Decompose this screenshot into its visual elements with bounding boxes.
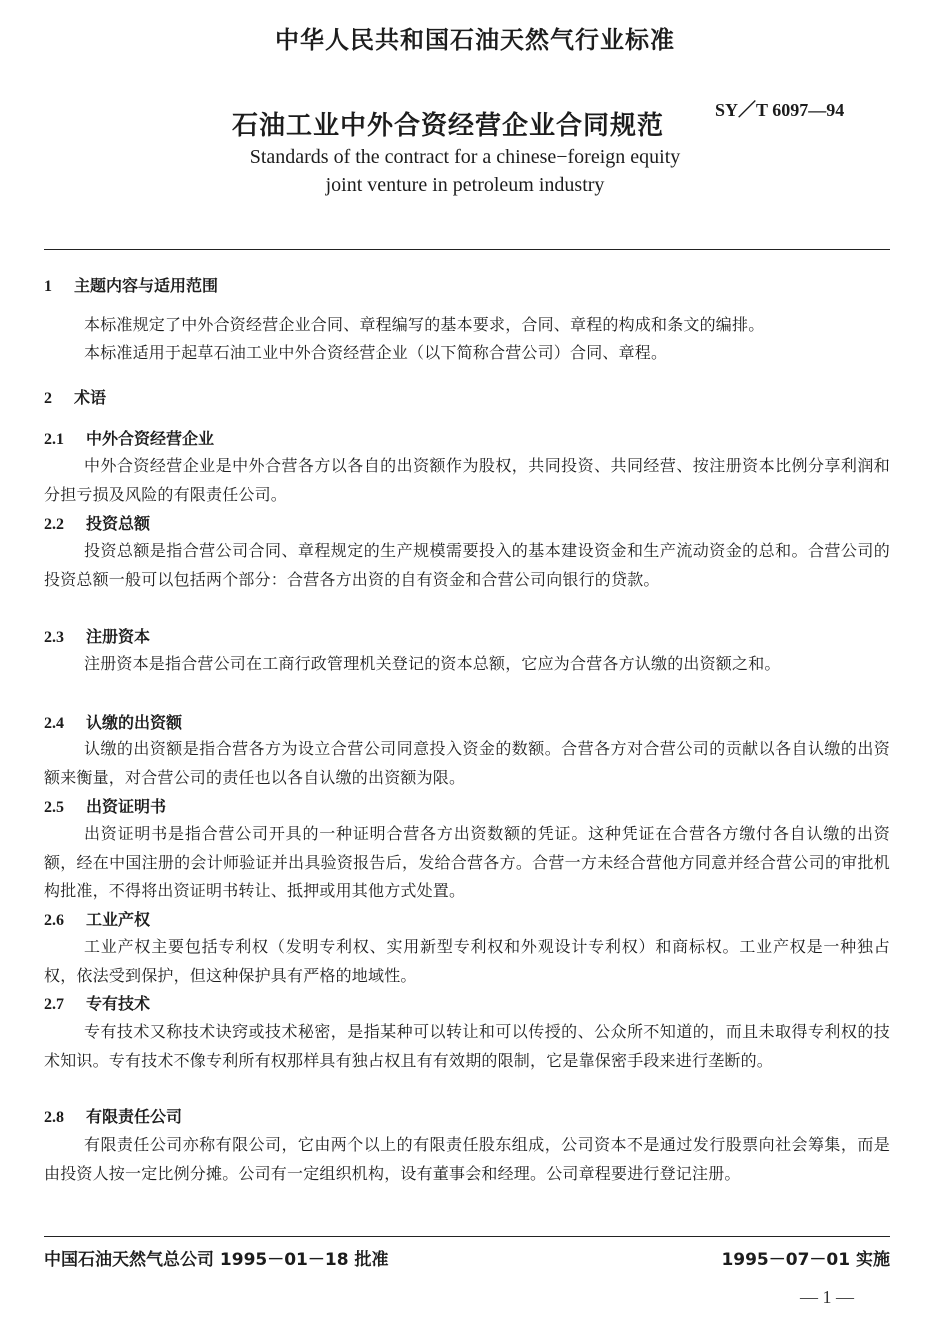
- section-number: 2.4: [44, 715, 64, 732]
- section-1-paragraph-1: 本标准规定了中外合资经营企业合同、章程编写的基本要求，合同、章程的构成和条文的编排。: [84, 315, 765, 334]
- english-title-line-2: joint venture in petroleum industry: [325, 174, 605, 196]
- section-2-2-heading: [44, 513, 150, 536]
- section-2-6-heading: [44, 909, 150, 932]
- section-2-8-text: 有限责任公司亦称有限公司，它由两个以上的有限责任股东组成，公司资本不是通过发行股票向社会筹集，而是由投资人按一定比例分摊。公司有一定组织机构，设有董事会和经理。公司章程要进行登记注册。: [44, 1135, 890, 1183]
- section-title: 专有技术: [86, 994, 151, 1013]
- section-2-1-heading: [44, 428, 214, 451]
- approval-info: 中国石油天然气总公司 1995－01－18 批准: [44, 1250, 389, 1270]
- page-number: — 1 —: [800, 1287, 854, 1307]
- standard-category-header: 中华人民共和国石油天然气行业标准: [275, 26, 675, 54]
- standard-code: SY／T 6097—94: [715, 100, 845, 120]
- section-2-3-text: 注册资本是指合营公司在工商行政管理机关登记的资本总额，它应为合营各方认缴的出资额之和。: [84, 654, 781, 673]
- section-title: 有限责任公司: [86, 1107, 183, 1126]
- section-number: 2.1: [44, 431, 64, 448]
- section-2-7-heading: [44, 993, 150, 1016]
- section-title: 术语: [74, 388, 107, 407]
- section-1-heading: [44, 275, 218, 298]
- section-number: 2.6: [44, 912, 64, 929]
- english-title: [0, 143, 930, 199]
- section-title: 主题内容与适用范围: [74, 276, 219, 295]
- effective-date: 1995－07－01 实施: [721, 1250, 890, 1270]
- section-2-7-text: 专有技术又称技术诀窍或技术秘密，是指某种可以转让和可以传授的、公众所不知道的，而且未取得专利权的技术知识。专有技术不像专利所有权那样具有独占权且有有效期的限制，它是靠保密手段来进行垄断的。: [44, 1022, 890, 1070]
- section-number: 1: [44, 278, 52, 295]
- section-2-3-heading: [44, 626, 150, 649]
- section-number: 2.3: [44, 629, 64, 646]
- english-title-line-1: Standards of the contract for a chinese−foreign equity: [249, 146, 681, 168]
- section-title: 工业产权: [86, 910, 151, 929]
- section-2-8-heading: [44, 1106, 182, 1129]
- document-title: 石油工业中外合资经营企业合同规范: [232, 111, 665, 141]
- section-2-1-text: 中外合资经营企业是中外合营各方以各自的出资额作为股权，共同投资、共同经营、按注册资本比例分享利润和分担亏损及风险的有限责任公司。: [44, 456, 890, 504]
- section-2-5-text: 出资证明书是指合营公司开具的一种证明合营各方出资数额的凭证。这种凭证在合营各方缴付各自认缴的出资额，经在中国注册的会计师验证并出具验资报告后，发给合营各方。合营一方未经合营他方同意并经合营公司的审批机构批准，不得将出资证明书转让、抵押或用其他方式处置。: [44, 824, 890, 900]
- section-title: 注册资本: [86, 627, 151, 646]
- section-1-paragraph-2: 本标准适用于起草石油工业中外合资经营企业（以下简称合营公司）合同、章程。: [84, 343, 668, 362]
- section-2-6-text: 工业产权主要包括专利权（发明专利权、实用新型专利权和外观设计专利权）和商标权。工业产权是一种独占权，依法受到保护，但这种保护具有严格的地域性。: [44, 937, 890, 985]
- section-2-4-heading: [44, 712, 182, 735]
- footer-divider: [44, 1236, 890, 1237]
- section-title: 投资总额: [86, 514, 151, 533]
- section-number: 2.7: [44, 996, 64, 1013]
- section-title: 中外合资经营企业: [86, 429, 215, 448]
- section-number: 2: [44, 390, 52, 407]
- section-title: 认缴的出资额: [86, 713, 183, 732]
- section-2-heading: [44, 387, 106, 410]
- section-2-5-heading: [44, 796, 166, 819]
- section-number: 2.5: [44, 799, 64, 816]
- header-divider: [44, 249, 890, 250]
- section-number: 2.2: [44, 516, 64, 533]
- section-2-2-text: 投资总额是指合营公司合同、章程规定的生产规模需要投入的基本建设资金和生产流动资金的总和。合营公司的投资总额一般可以包括两个部分：合营各方出资的自有资金和合营公司向银行的贷款。: [44, 541, 890, 589]
- section-2-4-text: 认缴的出资额是指合营各方为设立合营公司同意投入资金的数额。合营各方对合营公司的贡献以各自认缴的出资额来衡量，对合营公司的责任也以各自认缴的出资额为限。: [44, 739, 890, 787]
- section-number: 2.8: [44, 1109, 64, 1126]
- section-title: 出资证明书: [86, 797, 167, 816]
